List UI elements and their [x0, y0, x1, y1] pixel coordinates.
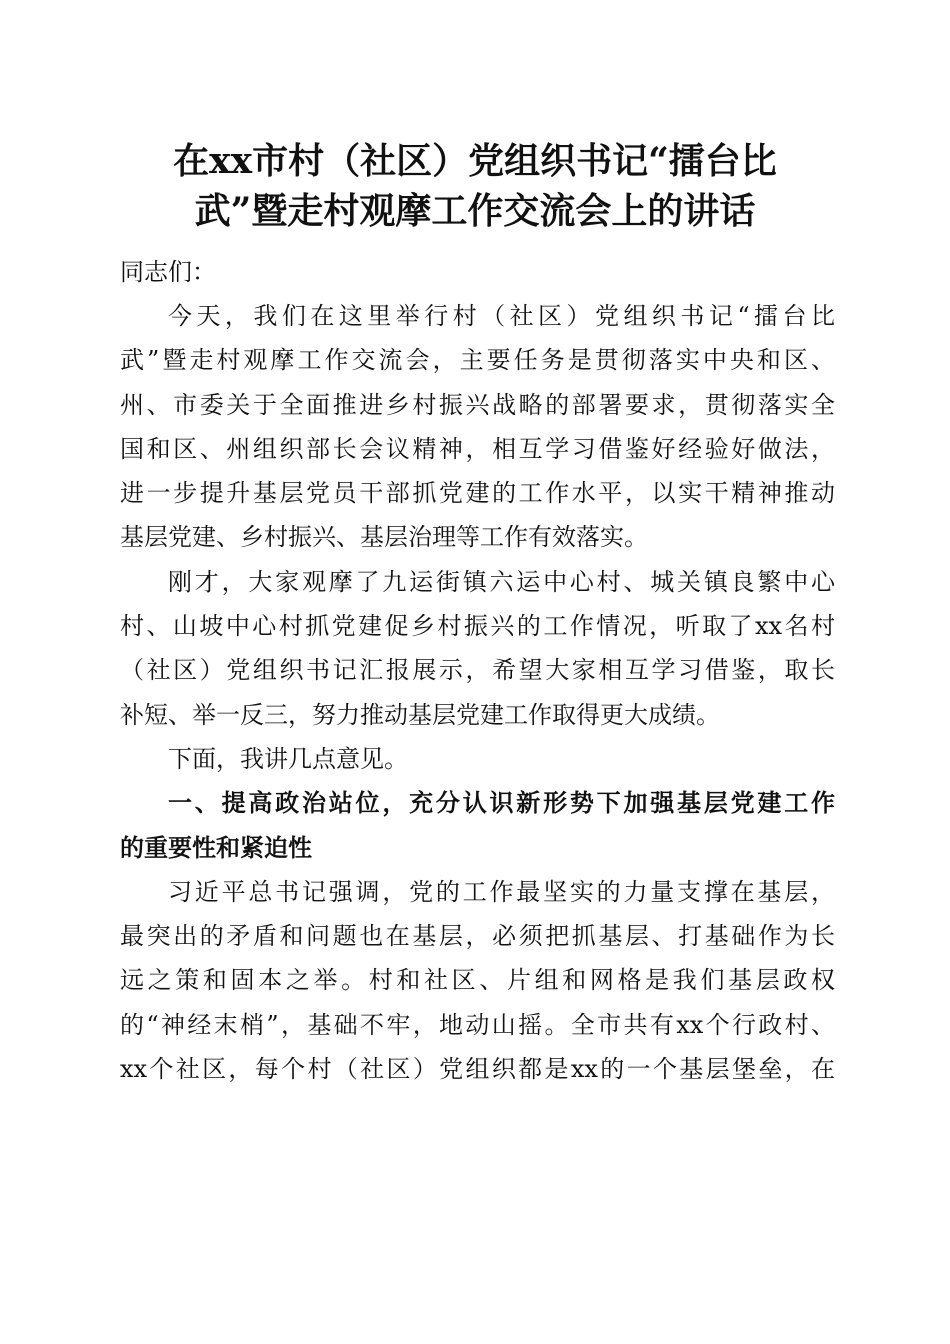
paragraph-line: xx个社区，每个村（社区）党组织都是xx的一个基层堡垒，在 — [120, 1055, 835, 1084]
document-title — [120, 136, 830, 236]
paragraph-line: 习近平总书记强调，党的工作最坚实的力量支撑在基层， — [168, 877, 835, 906]
paragraph-line: 最突出的矛盾和问题也在基层，必须把抓基层、打基础作为长 — [120, 922, 835, 951]
section-heading-1 — [120, 781, 835, 870]
paragraph-line: 州、市委关于全面推进乡村振兴战略的部署要求，贯彻落实全 — [120, 390, 835, 419]
paragraph-observation — [120, 560, 835, 737]
paragraph-line: 刚才，大家观摩了九运街镇六运中心村、城关镇良繁中心 — [168, 567, 835, 596]
paragraph-line: 今天，我们在这里举行村（社区）党组织书记“擂台比 — [168, 302, 835, 330]
paragraph-line: 进一步提升基层党员干部抓党建的工作水平，以实干精神推动 — [120, 479, 835, 508]
paragraph-line: 补短、举一反三，努力推动基层党建工作取得更大成绩。 — [120, 700, 720, 729]
heading-line: 一、提高政治站位，充分认识新形势下加强基层党建工作 — [168, 789, 835, 818]
paragraph-line: 基层党建、乡村振兴、基层治理等工作有效落实。 — [120, 523, 648, 552]
paragraph-line: （社区）党组织书记汇报展示，希望大家相互学习借鉴，取长 — [120, 656, 835, 685]
paragraph-line: 武”暨走村观摩工作交流会，主要任务是贯彻落实中央和区、 — [120, 346, 835, 375]
paragraph-line: 村、山坡中心村抓党建促乡村振兴的工作情况，听取了xx名村 — [120, 612, 835, 641]
title-line: 武”暨走村观摩工作交流会上的讲话 — [194, 190, 756, 232]
title-line: 在xx市村（社区）党组织书记“擂台比 — [173, 140, 777, 182]
paragraph-opening — [120, 294, 835, 560]
document-body — [120, 250, 835, 1091]
greeting: 同志们： — [120, 258, 216, 286]
paragraph-line: 远之策和固本之举。村和社区、片组和网格是我们基层政权 — [120, 966, 835, 995]
paragraph-line: 国和区、州组织部长会议精神，相互学习借鉴好经验好做法， — [120, 434, 835, 463]
paragraph-section-1 — [120, 870, 835, 1091]
paragraph-intro — [120, 737, 835, 781]
paragraph-line: 下面，我讲几点意见。 — [168, 744, 408, 773]
heading-line: 的重要性和紧迫性 — [120, 833, 312, 862]
paragraph-line: 的“神经末梢”，基础不牢，地动山摇。全市共有xx个行政村、 — [120, 1010, 835, 1039]
